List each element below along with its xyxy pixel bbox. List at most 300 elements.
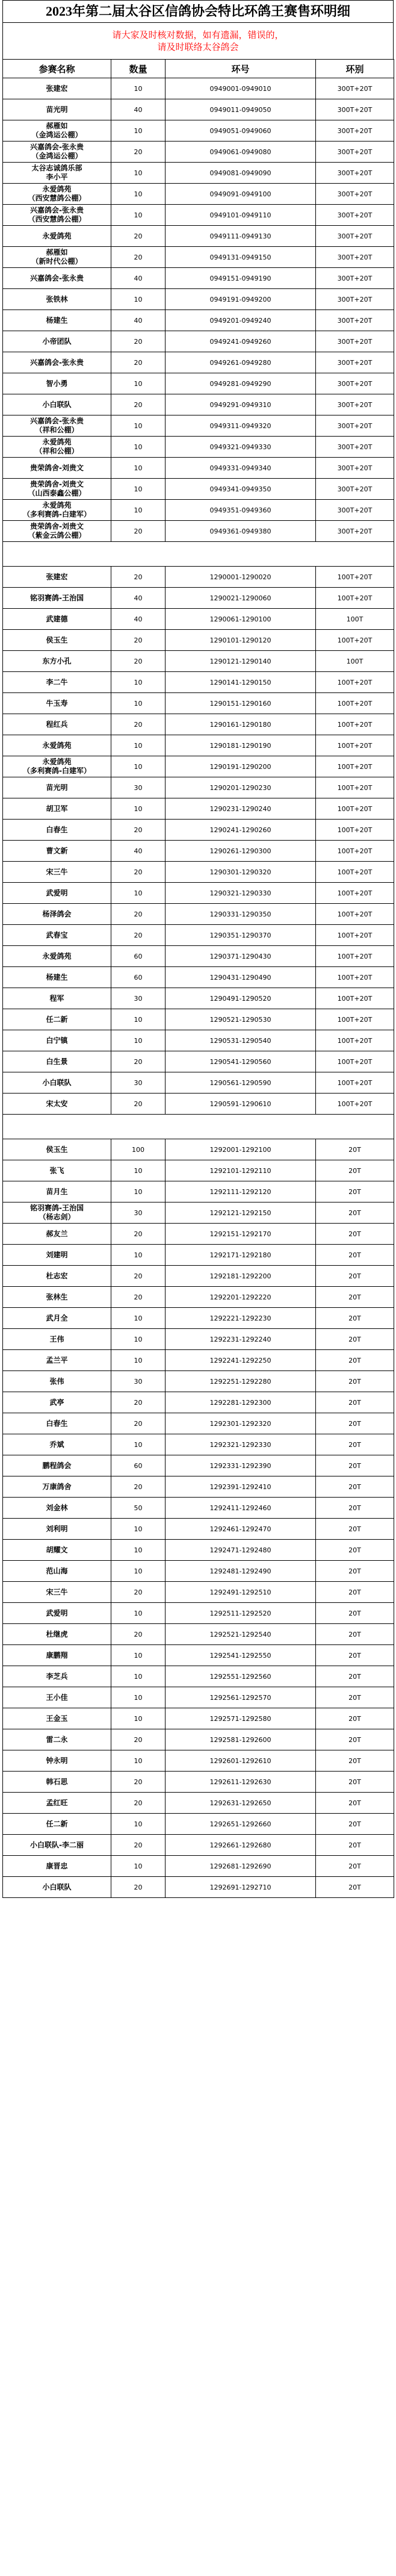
cell-quantity: 20: [111, 567, 166, 588]
cell-quantity: 10: [111, 1329, 166, 1350]
table-row: [3, 967, 394, 988]
cell-ring-number: 1290561-1290590: [166, 1072, 316, 1094]
cell-entrant: 李芝兵: [3, 1666, 111, 1687]
cell-entrant: 兴嘉鸽会-张永贵: [3, 268, 111, 289]
table-row: [3, 1094, 394, 1115]
cell-quantity: 40: [111, 841, 166, 862]
table-row: [3, 1455, 394, 1476]
table-row: [3, 1051, 394, 1072]
cell-entrant: 王小佳: [3, 1687, 111, 1708]
cell-ring-type: 100T+20T: [316, 1030, 394, 1051]
cell-ring-type: 300T+20T: [316, 415, 394, 437]
cell-entrant: 贵荣鸽舍-刘贵文: [3, 458, 111, 479]
ring-sales-table: [2, 59, 394, 1898]
cell-ring-type: 20T: [316, 1835, 394, 1856]
cell-entrant: 永爱鸽苑 （多利赛鸽-白建军）: [3, 500, 111, 521]
cell-quantity: 20: [111, 247, 166, 268]
table-row: [3, 609, 394, 630]
cell-quantity: 20: [111, 1266, 166, 1287]
cell-ring-number: 0949201-0949240: [166, 310, 316, 331]
table-row: [3, 1202, 394, 1224]
cell-ring-number: 1290541-1290560: [166, 1051, 316, 1072]
cell-ring-type: 100T+20T: [316, 967, 394, 988]
cell-ring-type: 20T: [316, 1561, 394, 1582]
section-gap-cell: [3, 1115, 394, 1139]
cell-ring-number: 0949001-0949010: [166, 78, 316, 99]
cell-ring-type: 20T: [316, 1624, 394, 1645]
cell-quantity: 10: [111, 1540, 166, 1561]
cell-ring-type: 20T: [316, 1687, 394, 1708]
cell-ring-type: 100T+20T: [316, 672, 394, 693]
cell-ring-type: 20T: [316, 1308, 394, 1329]
cell-ring-type: 100T+20T: [316, 714, 394, 735]
cell-ring-number: 0949111-0949130: [166, 226, 316, 247]
cell-entrant: 铭羽赛鸽-王治国: [3, 588, 111, 609]
cell-ring-type: 20T: [316, 1455, 394, 1476]
cell-quantity: 20: [111, 394, 166, 415]
cell-ring-type: 20T: [316, 1224, 394, 1245]
cell-quantity: 10: [111, 672, 166, 693]
cell-entrant: 永爱鸽苑 （西安慧鸽公棚）: [3, 184, 111, 205]
cell-quantity: 10: [111, 1561, 166, 1582]
cell-entrant: 贵荣鸽舍-刘贵文 （山西泰鑫公棚）: [3, 479, 111, 500]
cell-entrant: 张飞: [3, 1160, 111, 1181]
cell-ring-type: 300T+20T: [316, 268, 394, 289]
table-row: [3, 841, 394, 862]
cell-ring-number: 1292541-1292550: [166, 1645, 316, 1666]
cell-ring-number: 1292471-1292480: [166, 1540, 316, 1561]
cell-ring-type: 300T+20T: [316, 458, 394, 479]
cell-ring-number: 1290231-1290240: [166, 798, 316, 820]
cell-entrant: 张建宏: [3, 567, 111, 588]
cell-ring-type: 20T: [316, 1856, 394, 1877]
cell-ring-number: 1292151-1292170: [166, 1224, 316, 1245]
cell-ring-number: 1290371-1290430: [166, 946, 316, 967]
cell-ring-number: 0949361-0949380: [166, 521, 316, 542]
table-row: [3, 1645, 394, 1666]
cell-ring-type: 20T: [316, 1772, 394, 1793]
table-row: [3, 735, 394, 756]
cell-quantity: 10: [111, 735, 166, 756]
table-row: [3, 458, 394, 479]
table-row: [3, 1287, 394, 1308]
cell-ring-number: 1292321-1292330: [166, 1434, 316, 1455]
cell-ring-number: 0949101-0949110: [166, 205, 316, 226]
cell-quantity: 10: [111, 78, 166, 99]
cell-entrant: 小白联队: [3, 1072, 111, 1094]
cell-quantity: 10: [111, 1350, 166, 1371]
cell-ring-type: 100T+20T: [316, 820, 394, 841]
cell-ring-type: 100T+20T: [316, 798, 394, 820]
cell-quantity: 20: [111, 1729, 166, 1750]
cell-ring-type: 20T: [316, 1519, 394, 1540]
cell-entrant: 万康鸽舍: [3, 1476, 111, 1498]
notice-line-1: 请大家及时核对数据，如有遗漏，错误的，: [112, 30, 284, 40]
cell-ring-number: 1292511-1292520: [166, 1603, 316, 1624]
cell-quantity: 20: [111, 1582, 166, 1603]
cell-ring-number: 1290531-1290540: [166, 1030, 316, 1051]
cell-entrant: 铭羽赛鸽-王治国 （杨志剑）: [3, 1202, 111, 1224]
cell-quantity: 10: [111, 1856, 166, 1877]
cell-ring-number: 1292611-1292630: [166, 1772, 316, 1793]
cell-ring-number: 1292281-1292300: [166, 1392, 316, 1413]
cell-entrant: 刘建明: [3, 1245, 111, 1266]
cell-ring-type: 100T+20T: [316, 693, 394, 714]
cell-ring-type: 20T: [316, 1708, 394, 1729]
table-row: [3, 904, 394, 925]
cell-entrant: 白宁镇: [3, 1030, 111, 1051]
cell-entrant: 永爱鸽苑: [3, 735, 111, 756]
cell-ring-number: 1290431-1290490: [166, 967, 316, 988]
cell-ring-type: 300T+20T: [316, 247, 394, 268]
cell-ring-number: 1290241-1290260: [166, 820, 316, 841]
cell-quantity: 100: [111, 1139, 166, 1160]
cell-quantity: 20: [111, 1624, 166, 1645]
page-title: 2023年第二届太谷区信鸽协会特比环鸽王赛售环明细: [2, 0, 394, 22]
cell-entrant: 永爱鸽苑 （祥和公棚）: [3, 437, 111, 458]
cell-ring-number: 0949261-0949280: [166, 352, 316, 373]
cell-ring-number: 1292551-1292560: [166, 1666, 316, 1687]
cell-ring-type: 300T+20T: [316, 331, 394, 352]
cell-ring-number: 0949091-0949100: [166, 184, 316, 205]
cell-entrant: 杨建生: [3, 967, 111, 988]
cell-ring-number: 0949061-0949080: [166, 142, 316, 163]
cell-quantity: 10: [111, 458, 166, 479]
cell-ring-number: 0949311-0949320: [166, 415, 316, 437]
cell-ring-type: 20T: [316, 1202, 394, 1224]
cell-quantity: 60: [111, 967, 166, 988]
cell-ring-number: 1292411-1292460: [166, 1498, 316, 1519]
cell-entrant: 兴嘉鸽会-张永贵 （祥和公棚）: [3, 415, 111, 437]
cell-quantity: 10: [111, 1519, 166, 1540]
cell-entrant: 王伟: [3, 1329, 111, 1350]
cell-quantity: 30: [111, 777, 166, 798]
cell-quantity: 10: [111, 693, 166, 714]
header-entrant: 参赛名称: [3, 60, 111, 78]
cell-quantity: 20: [111, 862, 166, 883]
cell-quantity: 10: [111, 415, 166, 437]
cell-entrant: 武亭: [3, 1392, 111, 1413]
cell-entrant: 苗光明: [3, 99, 111, 120]
cell-ring-type: 20T: [316, 1498, 394, 1519]
cell-entrant: 宋太安: [3, 1094, 111, 1115]
cell-entrant: 永爱鸽苑: [3, 946, 111, 967]
cell-ring-number: 1292491-1292510: [166, 1582, 316, 1603]
cell-ring-number: 1290001-1290020: [166, 567, 316, 588]
cell-ring-type: 20T: [316, 1877, 394, 1898]
cell-entrant: 杜志宏: [3, 1266, 111, 1287]
cell-ring-number: 1290021-1290060: [166, 588, 316, 609]
table-row: [3, 1603, 394, 1624]
cell-quantity: 40: [111, 609, 166, 630]
cell-ring-number: 1292561-1292570: [166, 1687, 316, 1708]
table-row: [3, 1877, 394, 1898]
cell-quantity: 10: [111, 1687, 166, 1708]
table-row: [3, 1772, 394, 1793]
cell-ring-type: 20T: [316, 1540, 394, 1561]
cell-entrant: 永爱鸽苑: [3, 226, 111, 247]
cell-quantity: 40: [111, 268, 166, 289]
cell-quantity: 10: [111, 1308, 166, 1329]
cell-ring-type: 300T+20T: [316, 289, 394, 310]
table-row: [3, 479, 394, 500]
cell-ring-type: 20T: [316, 1476, 394, 1498]
cell-ring-type: 100T+20T: [316, 567, 394, 588]
cell-ring-number: 1290161-1290180: [166, 714, 316, 735]
header-ring-number: 环号: [166, 60, 316, 78]
table-row: [3, 1392, 394, 1413]
cell-ring-type: 300T+20T: [316, 437, 394, 458]
cell-quantity: 20: [111, 1287, 166, 1308]
cell-ring-number: 0949241-0949260: [166, 331, 316, 352]
cell-ring-number: 1290151-1290160: [166, 693, 316, 714]
cell-quantity: 60: [111, 946, 166, 967]
table-row: [3, 394, 394, 415]
cell-ring-type: 20T: [316, 1729, 394, 1750]
cell-entrant: 张建宏: [3, 78, 111, 99]
table-row: [3, 1835, 394, 1856]
table-row: [3, 226, 394, 247]
cell-quantity: 10: [111, 1814, 166, 1835]
cell-quantity: 10: [111, 1434, 166, 1455]
cell-ring-type: 20T: [316, 1413, 394, 1434]
table-row: [3, 777, 394, 798]
header-ring-type: 环别: [316, 60, 394, 78]
cell-ring-type: 100T+20T: [316, 1072, 394, 1094]
cell-quantity: 40: [111, 310, 166, 331]
cell-quantity: 20: [111, 331, 166, 352]
cell-ring-type: 100T+20T: [316, 1051, 394, 1072]
cell-ring-number: 1292331-1292390: [166, 1455, 316, 1476]
cell-ring-type: 300T+20T: [316, 120, 394, 142]
table-row: [3, 99, 394, 120]
cell-ring-number: 1290351-1290370: [166, 925, 316, 946]
cell-entrant: 孟红旺: [3, 1793, 111, 1814]
table-row: [3, 1266, 394, 1287]
cell-ring-number: 0949051-0949060: [166, 120, 316, 142]
cell-ring-number: 1292121-1292150: [166, 1202, 316, 1224]
cell-quantity: 30: [111, 988, 166, 1009]
cell-entrant: 李二牛: [3, 672, 111, 693]
header-quantity: 数量: [111, 60, 166, 78]
cell-ring-type: 20T: [316, 1371, 394, 1392]
cell-entrant: 曹文新: [3, 841, 111, 862]
cell-quantity: 10: [111, 184, 166, 205]
cell-entrant: 白春生: [3, 1413, 111, 1434]
cell-entrant: 侯玉生: [3, 1139, 111, 1160]
table-row: [3, 1224, 394, 1245]
cell-ring-type: 100T+20T: [316, 588, 394, 609]
cell-quantity: 10: [111, 205, 166, 226]
cell-ring-type: 300T+20T: [316, 394, 394, 415]
cell-entrant: 张伟: [3, 1371, 111, 1392]
table-row: [3, 1072, 394, 1094]
table-row: [3, 1498, 394, 1519]
table-row: [3, 1814, 394, 1835]
table-row: [3, 651, 394, 672]
cell-entrant: 小白联队: [3, 1877, 111, 1898]
cell-entrant: 张铁林: [3, 289, 111, 310]
cell-entrant: 武爱明: [3, 883, 111, 904]
cell-quantity: 10: [111, 1666, 166, 1687]
cell-entrant: 白春生: [3, 820, 111, 841]
cell-quantity: 20: [111, 1772, 166, 1793]
table-row: [3, 1624, 394, 1645]
cell-ring-number: 1292171-1292180: [166, 1245, 316, 1266]
table-row: [3, 1413, 394, 1434]
table-row: [3, 925, 394, 946]
cell-entrant: 杨泽鸽会: [3, 904, 111, 925]
cell-ring-number: 0949081-0949090: [166, 163, 316, 184]
cell-quantity: 10: [111, 289, 166, 310]
cell-entrant: 武爱明: [3, 1603, 111, 1624]
cell-ring-number: 0949151-0949190: [166, 268, 316, 289]
cell-ring-number: 1290191-1290200: [166, 756, 316, 777]
cell-ring-type: 20T: [316, 1666, 394, 1687]
cell-quantity: 20: [111, 352, 166, 373]
cell-entrant: 苗月生: [3, 1181, 111, 1202]
cell-quantity: 10: [111, 437, 166, 458]
cell-ring-type: 300T+20T: [316, 479, 394, 500]
cell-ring-type: 20T: [316, 1814, 394, 1835]
cell-ring-number: 1292681-1292690: [166, 1856, 316, 1877]
cell-ring-type: 100T+20T: [316, 1009, 394, 1030]
cell-ring-type: 20T: [316, 1266, 394, 1287]
cell-quantity: 10: [111, 1245, 166, 1266]
cell-ring-type: 300T+20T: [316, 78, 394, 99]
table-row: [3, 120, 394, 142]
cell-entrant: 范山海: [3, 1561, 111, 1582]
cell-ring-type: 100T: [316, 651, 394, 672]
cell-ring-type: 300T+20T: [316, 500, 394, 521]
cell-quantity: 20: [111, 1793, 166, 1814]
cell-ring-type: 100T+20T: [316, 630, 394, 651]
cell-entrant: 康鹏翔: [3, 1645, 111, 1666]
cell-ring-number: 1290141-1290150: [166, 672, 316, 693]
cell-quantity: 20: [111, 521, 166, 542]
cell-ring-type: 300T+20T: [316, 205, 394, 226]
table-row: [3, 184, 394, 205]
cell-entrant: 钟永明: [3, 1750, 111, 1772]
cell-ring-number: 0949281-0949290: [166, 373, 316, 394]
table-row: [3, 1729, 394, 1750]
table-row: [3, 1708, 394, 1729]
cell-ring-number: 1292461-1292470: [166, 1519, 316, 1540]
cell-ring-number: 1290061-1290100: [166, 609, 316, 630]
cell-ring-number: 1292581-1292600: [166, 1729, 316, 1750]
cell-entrant: 宋三牛: [3, 862, 111, 883]
table-row: [3, 1540, 394, 1561]
notice-banner: [2, 22, 394, 59]
cell-entrant: 杨建生: [3, 310, 111, 331]
cell-entrant: 牛玉寿: [3, 693, 111, 714]
table-row: [3, 373, 394, 394]
cell-ring-type: 20T: [316, 1582, 394, 1603]
cell-ring-type: 300T+20T: [316, 352, 394, 373]
cell-entrant: 刘金林: [3, 1498, 111, 1519]
cell-ring-number: 1292521-1292540: [166, 1624, 316, 1645]
cell-entrant: 鹏程鸽会: [3, 1455, 111, 1476]
cell-ring-number: 0949291-0949310: [166, 394, 316, 415]
cell-entrant: 小白联队: [3, 394, 111, 415]
cell-ring-number: 1292601-1292610: [166, 1750, 316, 1772]
table-row: [3, 567, 394, 588]
cell-entrant: 程军: [3, 988, 111, 1009]
cell-entrant: 郝友兰: [3, 1224, 111, 1245]
cell-ring-number: 1290301-1290320: [166, 862, 316, 883]
table-row: [3, 78, 394, 99]
cell-ring-type: 300T+20T: [316, 184, 394, 205]
cell-ring-type: 100T+20T: [316, 925, 394, 946]
cell-ring-number: 1292691-1292710: [166, 1877, 316, 1898]
cell-quantity: 20: [111, 651, 166, 672]
cell-ring-type: 100T+20T: [316, 988, 394, 1009]
cell-entrant: 武月全: [3, 1308, 111, 1329]
cell-entrant: 任二新: [3, 1009, 111, 1030]
cell-ring-type: 20T: [316, 1750, 394, 1772]
notice-line-2: 请及时联络太谷鸽会: [157, 42, 239, 52]
cell-quantity: 10: [111, 1160, 166, 1181]
cell-ring-number: 1292571-1292580: [166, 1708, 316, 1729]
table-row: [3, 714, 394, 735]
cell-ring-type: 300T+20T: [316, 373, 394, 394]
cell-ring-number: 1292301-1292320: [166, 1413, 316, 1434]
cell-ring-type: 300T+20T: [316, 226, 394, 247]
cell-quantity: 20: [111, 142, 166, 163]
cell-ring-type: 300T+20T: [316, 310, 394, 331]
table-row: [3, 820, 394, 841]
cell-entrant: 贵荣鸽舍-刘贵文 （紫金云鸽公棚）: [3, 521, 111, 542]
cell-entrant: 武春宝: [3, 925, 111, 946]
cell-ring-number: 1290491-1290520: [166, 988, 316, 1009]
table-row: [3, 756, 394, 777]
cell-ring-number: 1290521-1290530: [166, 1009, 316, 1030]
cell-quantity: 10: [111, 883, 166, 904]
cell-quantity: 20: [111, 630, 166, 651]
cell-entrant: 兴嘉鸽会-张永贵: [3, 352, 111, 373]
cell-ring-number: 0949331-0949340: [166, 458, 316, 479]
cell-ring-number: 1292481-1292490: [166, 1561, 316, 1582]
section-gap: [3, 1115, 394, 1139]
cell-entrant: 兴嘉鸽会-张永贵 （西安慧鸽公棚）: [3, 205, 111, 226]
cell-quantity: 40: [111, 588, 166, 609]
cell-ring-number: 1292391-1292410: [166, 1476, 316, 1498]
cell-ring-type: 20T: [316, 1160, 394, 1181]
cell-entrant: 乔斌: [3, 1434, 111, 1455]
cell-entrant: 苗光明: [3, 777, 111, 798]
cell-entrant: 任二新: [3, 1814, 111, 1835]
table-row: [3, 1561, 394, 1582]
cell-ring-type: 100T+20T: [316, 883, 394, 904]
table-row: [3, 1582, 394, 1603]
cell-ring-type: 100T+20T: [316, 756, 394, 777]
cell-ring-type: 300T+20T: [316, 142, 394, 163]
cell-ring-number: 1292241-1292250: [166, 1350, 316, 1371]
cell-quantity: 10: [111, 798, 166, 820]
table-row: [3, 1181, 394, 1202]
cell-ring-type: 100T: [316, 609, 394, 630]
cell-ring-number: 1292101-1292110: [166, 1160, 316, 1181]
cell-ring-number: 0949321-0949330: [166, 437, 316, 458]
cell-entrant: 兴嘉鸽会-张永贵 （金鸿运公棚）: [3, 142, 111, 163]
cell-ring-type: 20T: [316, 1329, 394, 1350]
cell-quantity: 30: [111, 1202, 166, 1224]
cell-entrant: 宋三牛: [3, 1582, 111, 1603]
cell-quantity: 20: [111, 226, 166, 247]
cell-quantity: 20: [111, 925, 166, 946]
cell-ring-type: 20T: [316, 1793, 394, 1814]
cell-ring-type: 20T: [316, 1392, 394, 1413]
